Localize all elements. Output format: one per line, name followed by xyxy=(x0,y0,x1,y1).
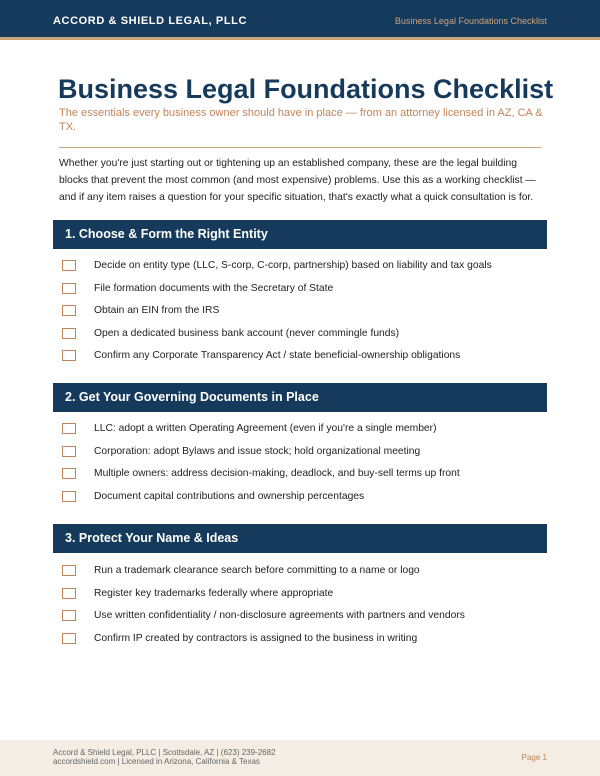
section-title: 2. Get Your Governing Documents in Place xyxy=(65,390,319,404)
section-header-governing xyxy=(53,383,547,412)
checklist-item-text: Obtain an EIN from the IRS xyxy=(94,305,220,316)
checkbox[interactable] xyxy=(62,283,76,294)
checkbox[interactable] xyxy=(62,610,76,621)
checklist-entity xyxy=(0,259,600,372)
firm-name: ACCORD & SHIELD LEGAL, PLLC xyxy=(53,15,248,27)
checklist-item-text: Multiple owners: address decision-making, deadlock, and buy-sell terms up front xyxy=(94,468,460,479)
checkbox[interactable] xyxy=(62,491,76,502)
intro-paragraph: Whether you're just starting out or tightening up an established company, these are the legal building blocks that prevent the most common (and most expensive) problems. Use this as a working checklist — and if any item raises a question for your specific situation, that's exactly what a quick consultation is for. xyxy=(59,158,536,203)
checklist-item xyxy=(0,467,600,490)
section-title: 1. Choose & Form the Right Entity xyxy=(65,227,268,241)
checkbox[interactable] xyxy=(62,468,76,479)
checkbox[interactable] xyxy=(62,633,76,644)
checkbox[interactable] xyxy=(62,588,76,599)
checklist-item xyxy=(0,422,600,445)
page-title: Business Legal Foundations Checklist xyxy=(58,74,554,104)
checklist-item xyxy=(0,564,600,587)
checklist-item xyxy=(0,304,600,327)
page-footer xyxy=(0,740,600,776)
checklist-item-text: Confirm IP created by contractors is assigned to the business in writing xyxy=(94,632,418,644)
page-number: Page 1 xyxy=(521,753,547,762)
page-subtitle: The essentials every business owner should have in place — from an attorney licensed in AZ, CA & TX. xyxy=(59,107,543,133)
header-doc-title: Business Legal Foundations Checklist xyxy=(394,16,547,26)
checklist-ip xyxy=(0,564,600,654)
checkbox[interactable] xyxy=(62,350,76,361)
footer-website: accordshield.com | Licensed in Arizona, California & Texas xyxy=(53,757,260,766)
checklist-item xyxy=(0,490,600,513)
checklist-item-text: File formation documents with the Secretary of State xyxy=(94,282,334,294)
checklist-item-text: Register key trademarks federally where appropriate xyxy=(94,587,334,599)
checkbox[interactable] xyxy=(62,328,76,339)
checklist-item xyxy=(0,445,600,468)
checklist-governing xyxy=(0,422,600,512)
checklist-item xyxy=(0,327,600,350)
checklist-item-text: Use written confidentiality / non-disclosure agreements with partners and vendors xyxy=(94,610,465,621)
divider xyxy=(59,147,541,148)
checklist-item xyxy=(0,259,600,282)
checklist-item-text: Document capital contributions and ownership percentages xyxy=(94,490,365,502)
checklist-item-text: Corporation: adopt Bylaws and issue stock; hold organizational meeting xyxy=(94,445,421,457)
checklist-item-text: Open a dedicated business bank account (never commingle funds) xyxy=(94,327,400,339)
checkbox[interactable] xyxy=(62,305,76,316)
checklist-item-text: LLC: adopt a written Operating Agreement (even if you're a single member) xyxy=(94,423,437,434)
footer-contact: Accord & Shield Legal, PLLC | Scottsdale, AZ | (623) 239-2682 xyxy=(53,748,276,757)
checklist-item xyxy=(0,282,600,305)
checkbox[interactable] xyxy=(62,446,76,457)
checkbox[interactable] xyxy=(62,565,76,576)
section-title: 3. Protect Your Name & Ideas xyxy=(65,531,239,545)
section-header-ip xyxy=(53,524,547,553)
checkbox[interactable] xyxy=(62,423,76,434)
checkbox[interactable] xyxy=(62,260,76,271)
section-header-entity xyxy=(53,220,547,249)
top-bar xyxy=(0,0,600,40)
checklist-item xyxy=(0,609,600,632)
checklist-item xyxy=(0,632,600,655)
checklist-item xyxy=(0,349,600,372)
checklist-item-text: Decide on entity type (LLC, S-corp, C-corp, partnership) based on liability and tax goals xyxy=(94,260,492,271)
checklist-item xyxy=(0,587,600,610)
checklist-item-text: Run a trademark clearance search before committing to a name or logo xyxy=(94,565,420,576)
checklist-item-text: Confirm any Corporate Transparency Act / state beneficial-ownership obligations xyxy=(94,350,461,361)
